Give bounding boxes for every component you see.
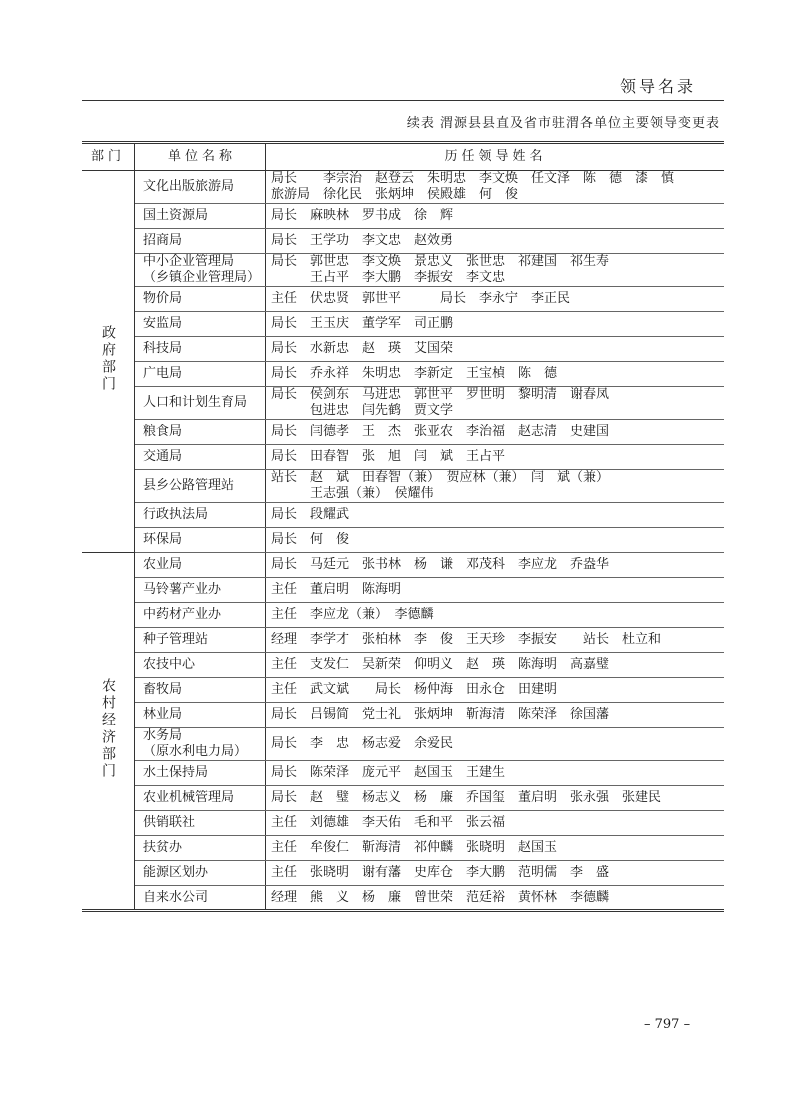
unit-name-cell [135,628,266,653]
leaders-cell [266,171,725,204]
unit-name-cell [135,503,266,528]
unit-name-line: 水务局 [143,728,183,743]
unit-name-cell [135,420,266,445]
leaders-line: 局长 段耀武 [271,507,350,522]
leaders-cell [266,578,725,603]
table-row [82,578,724,603]
dept-cell [82,171,135,553]
unit-name-cell [135,312,266,337]
unit-name-line: 水土保持局 [143,765,209,780]
unit-name-line: 人口和计划生育局 [143,395,248,410]
leaders-cell [266,470,725,503]
unit-name-line: 林业局 [143,707,183,722]
table-row [82,387,724,420]
table-row [82,886,724,911]
unit-name-line: 农业机械管理局 [143,790,235,805]
leaders-line: 局长 王学功 李文忠 赵效勇 [271,233,454,248]
leaders-cell [266,254,725,287]
table-row [82,503,724,528]
table-row [82,628,724,653]
unit-name-cell [135,528,266,553]
table-row [82,445,724,470]
leaders-cell [266,503,725,528]
header-unit: 单位名称 [135,143,266,171]
leaders-cell [266,786,725,811]
leaders-line: 局长 何 俊 [271,532,350,547]
header-dept: 部门 [82,143,135,171]
leaders-line: 包进忠 闫先鹤 贾文学 [271,403,454,418]
unit-name-cell [135,171,266,204]
leaders-line: 主任 武文斌 局长 杨仲海 田永仓 田建明 [271,682,558,697]
leaders-cell [266,628,725,653]
unit-name-cell [135,786,266,811]
table-row [82,312,724,337]
leaders-cell [266,387,725,420]
unit-name-cell [135,836,266,861]
leaders-line: 旅游局 徐化民 张炳坤 侯殿雄 何 俊 [271,187,519,202]
leaders-cell [266,362,725,387]
unit-name-cell [135,886,266,911]
unit-name-cell [135,204,266,229]
table-row [82,678,724,703]
leaders-line: 局长 田春智 张 旭 闫 斌 王占平 [271,449,506,464]
page-number: – 797 – [644,1017,691,1032]
table-row [82,470,724,503]
table-row [82,811,724,836]
unit-name-cell [135,553,266,578]
unit-name-line: 环保局 [143,532,183,547]
leaders-line: 局长 马廷元 张书林 杨 谦 邓茂科 李应龙 乔盎华 [271,557,610,572]
unit-name-line: 科技局 [143,341,183,356]
table-row [82,254,724,287]
unit-name-line: 广电局 [143,366,183,381]
leaders-cell [266,678,725,703]
leaders-line: 王志强（兼） 侯耀伟 [271,486,434,501]
unit-name-line: 扶贫办 [143,840,183,855]
leaders-line: 主任 伏忠贤 郭世平 局长 李永宁 李正民 [271,291,571,306]
unit-name-cell [135,653,266,678]
unit-name-cell [135,229,266,254]
unit-name-cell [135,728,266,761]
table-row [82,362,724,387]
unit-name-line: 自来水公司 [143,889,209,905]
leaders-cell [266,811,725,836]
unit-name-line: 中小企业管理局 [143,254,235,269]
unit-name-line: 中药材产业办 [143,607,222,622]
leaders-cell [266,836,725,861]
table-row [82,703,724,728]
leaders-table [82,141,724,912]
unit-name-cell [135,470,266,503]
leaders-cell [266,653,725,678]
leaders-line: 局长 李 忠 杨志爱 余爱民 [271,736,454,751]
table-row [82,836,724,861]
leaders-line: 局长 吕锡简 党士礼 张炳坤 靳海清 陈荣泽 徐国藩 [271,707,610,722]
table-row [82,171,724,204]
leaders-cell [266,337,725,362]
dept-label: 农村经济部门 [100,677,116,780]
table-row [82,287,724,312]
unit-name-line: 农技中心 [143,657,196,672]
leaders-line: 局长 麻映林 罗书成 徐 辉 [271,208,454,223]
leaders-cell [266,204,725,229]
leaders-line: 主任 李应龙（兼） 李德麟 [271,607,434,622]
table-row [82,761,724,786]
unit-name-line: 粮食局 [143,424,183,439]
leaders-cell [266,761,725,786]
unit-name-cell [135,287,266,312]
leaders-line: 局长 乔永祥 朱明忠 李新定 王宝楨 陈 德 [271,366,558,381]
leaders-cell [266,287,725,312]
leaders-cell [266,603,725,628]
table-row [82,603,724,628]
leaders-line: 经理 熊 义 杨 廉 曾世荣 范廷裕 黄怀林 李德麟 [271,889,610,905]
unit-name-line: 农业局 [143,557,183,572]
leaders-cell [266,229,725,254]
table-row [82,229,724,254]
unit-name-cell [135,703,266,728]
leaders-line: 站长 赵 斌 田春智（兼） 贺应林（兼） 闫 斌（兼） [271,470,610,485]
unit-name-line: 马铃薯产业办 [143,582,222,597]
unit-name-line: 文化出版旅游局 [143,179,235,194]
leaders-line: 局长 侯剑东 马进忠 郭世平 罗世明 黎明清 谢春凤 [271,387,610,402]
leaders-line: 局长 李宗治 赵登云 朱明忠 李文焕 任文泽 陈 德 漆 慎 [271,171,675,186]
unit-name-line: 交通局 [143,449,183,464]
leaders-line: 局长 闫德孝 王 杰 张亚农 李治福 赵志清 史建国 [271,424,610,439]
unit-name-cell [135,861,266,886]
unit-name-cell [135,811,266,836]
unit-name-line: 国土资源局 [143,208,209,223]
leaders-line: 局长 陈荣泽 庞元平 赵国玉 王建生 [271,765,506,780]
table-body [82,171,724,911]
dept-cell [82,553,135,911]
unit-name-line: 供销联社 [143,815,196,830]
table-row [82,653,724,678]
table-header-row [82,143,724,171]
table-row [82,204,724,229]
running-head: 领导名录 [620,77,697,96]
leaders-cell [266,703,725,728]
leaders-line: 主任 牟俊仁 靳海清 祁仲麟 张晓明 赵国玉 [271,840,558,855]
leaders-cell [266,861,725,886]
table-row [82,786,724,811]
table-row [82,553,724,578]
unit-name-cell [135,678,266,703]
unit-name-line: （原水利电力局） [143,744,248,759]
unit-name-line: 安监局 [143,316,183,331]
unit-name-cell [135,603,266,628]
leaders-line: 主任 张晓明 谢有藩 史库仓 李大鹏 范明儒 李 盛 [271,865,610,880]
unit-name-cell [135,337,266,362]
unit-name-cell [135,254,266,287]
leaders-cell [266,420,725,445]
unit-name-line: 行政执法局 [143,507,209,522]
leaders-line: 主任 董启明 陈海明 [271,582,402,597]
leaders-cell [266,886,725,911]
leaders-cell [266,553,725,578]
leaders-cell [266,728,725,761]
unit-name-line: 招商局 [143,233,183,248]
leaders-line: 局长 王玉庆 董学军 司正鹏 [271,316,454,331]
unit-name-cell [135,578,266,603]
header-leaders: 历任领导姓名 [266,143,725,171]
leaders-cell [266,312,725,337]
unit-name-cell [135,761,266,786]
table-row [82,420,724,445]
unit-name-cell [135,387,266,420]
unit-name-cell [135,445,266,470]
unit-name-line: 物价局 [143,291,183,306]
leaders-line: 局长 水新忠 赵 瑛 艾国荣 [271,341,454,356]
leaders-line: 局长 赵 璧 杨志义 杨 廉 乔国玺 董启明 张永强 张建民 [271,790,662,805]
unit-name-line: （乡镇企业管理局） [143,270,261,285]
leaders-line: 主任 支发仁 吴新荣 仰明义 赵 瑛 陈海明 高嘉璧 [271,657,610,672]
leaders-line: 局长 郭世忠 李文焕 景忠义 张世忠 祁建国 祁生寿 [271,254,610,269]
leaders-cell [266,445,725,470]
unit-name-cell [135,362,266,387]
table-row [82,728,724,761]
leaders-line: 主任 刘德雄 李天佑 毛和平 张云福 [271,815,506,830]
leaders-cell [266,528,725,553]
unit-name-line: 能源区划办 [143,865,209,880]
table-row [82,337,724,362]
leaders-line: 王占平 李大鹏 李振安 李文忠 [271,270,506,285]
leaders-line: 经理 李学才 张柏林 李 俊 王天珍 李振安 站长 杜立和 [271,632,662,647]
unit-name-line: 种子管理站 [143,632,209,647]
header-rule [82,100,724,101]
unit-name-line: 县乡公路管理站 [143,478,235,493]
table-row [82,528,724,553]
table-row [82,861,724,886]
dept-label: 政府部门 [100,325,116,393]
unit-name-line: 畜牧局 [143,682,183,697]
table-caption: 续表 渭源县县直及省市驻渭各单位主要领导变更表 [406,116,720,131]
